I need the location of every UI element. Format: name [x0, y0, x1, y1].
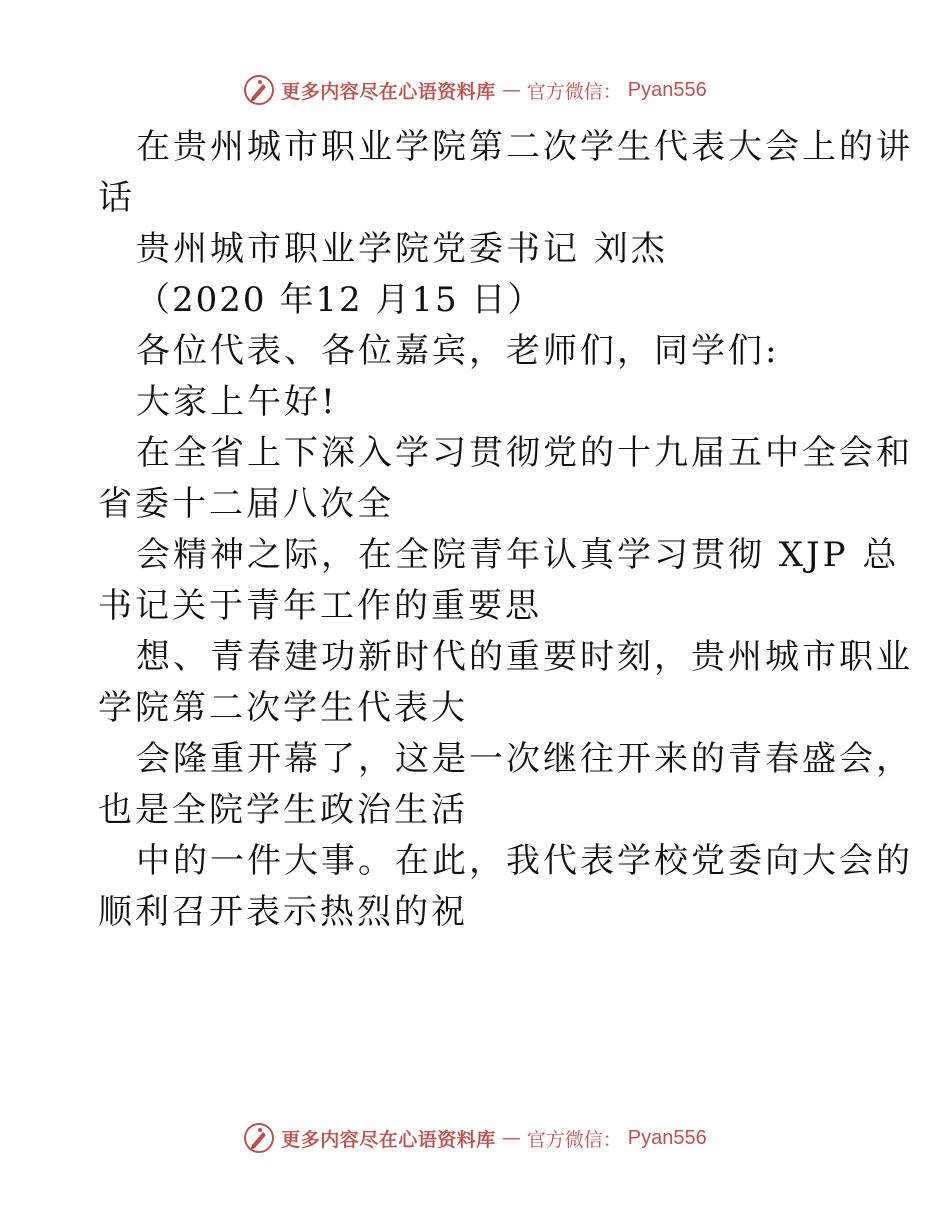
footer-wechat-label: 官方微信：: [526, 1128, 622, 1151]
paragraph-line: 也是全院学生政治生活: [98, 790, 468, 830]
greeting-line: 大家上午好!: [136, 382, 338, 422]
title-line-2: 话: [98, 178, 135, 218]
paragraph-line: 会隆重开幕了，这是一次继往开来的青春盛会，: [136, 739, 913, 779]
header-banner-dash: —: [501, 79, 521, 101]
document-body: [98, 122, 913, 938]
header-banner-text: 更多内容尽在心语资料库: [281, 80, 496, 103]
header-banner: [0, 70, 950, 110]
paragraph-line: 省委十二届八次全: [98, 484, 394, 524]
header-wechat-label: 官方微信：: [526, 80, 622, 103]
paragraph-line: 会精神之际，在全院青年认真学习贯彻 XJP 总: [136, 535, 900, 575]
paragraph-line: 想、青春建功新时代的重要时刻，贵州城市职业: [136, 637, 913, 677]
footer-banner-text: 更多内容尽在心语资料库: [281, 1128, 496, 1151]
pen-logo-icon: [243, 1122, 275, 1154]
footer-banner: [0, 1118, 950, 1158]
pen-logo-icon: [243, 74, 275, 106]
footer-banner-dash: —: [501, 1127, 521, 1149]
paragraph-line: 中的一件大事。在此，我代表学校党委向大会的: [136, 841, 913, 881]
salutation-line: 各位代表、各位嘉宾，老师们，同学们:: [136, 331, 780, 371]
paragraph-line: 在全省上下深入学习贯彻党的十九届五中全会和: [136, 433, 913, 473]
paragraph-line: 顺利召开表示热烈的祝: [98, 892, 468, 932]
author-line: 贵州城市职业学院党委书记 刘杰: [136, 229, 668, 269]
date-line: （2020 年12 月15 日）: [136, 280, 544, 320]
header-wechat-id: Pyan556: [627, 78, 707, 101]
paragraph-line: 学院第二次学生代表大: [98, 688, 468, 728]
footer-wechat-id: Pyan556: [627, 1126, 707, 1149]
paragraph-line: 书记关于青年工作的重要思: [98, 586, 542, 626]
title-line-1: 在贵州城市职业学院第二次学生代表大会上的讲: [136, 127, 913, 167]
